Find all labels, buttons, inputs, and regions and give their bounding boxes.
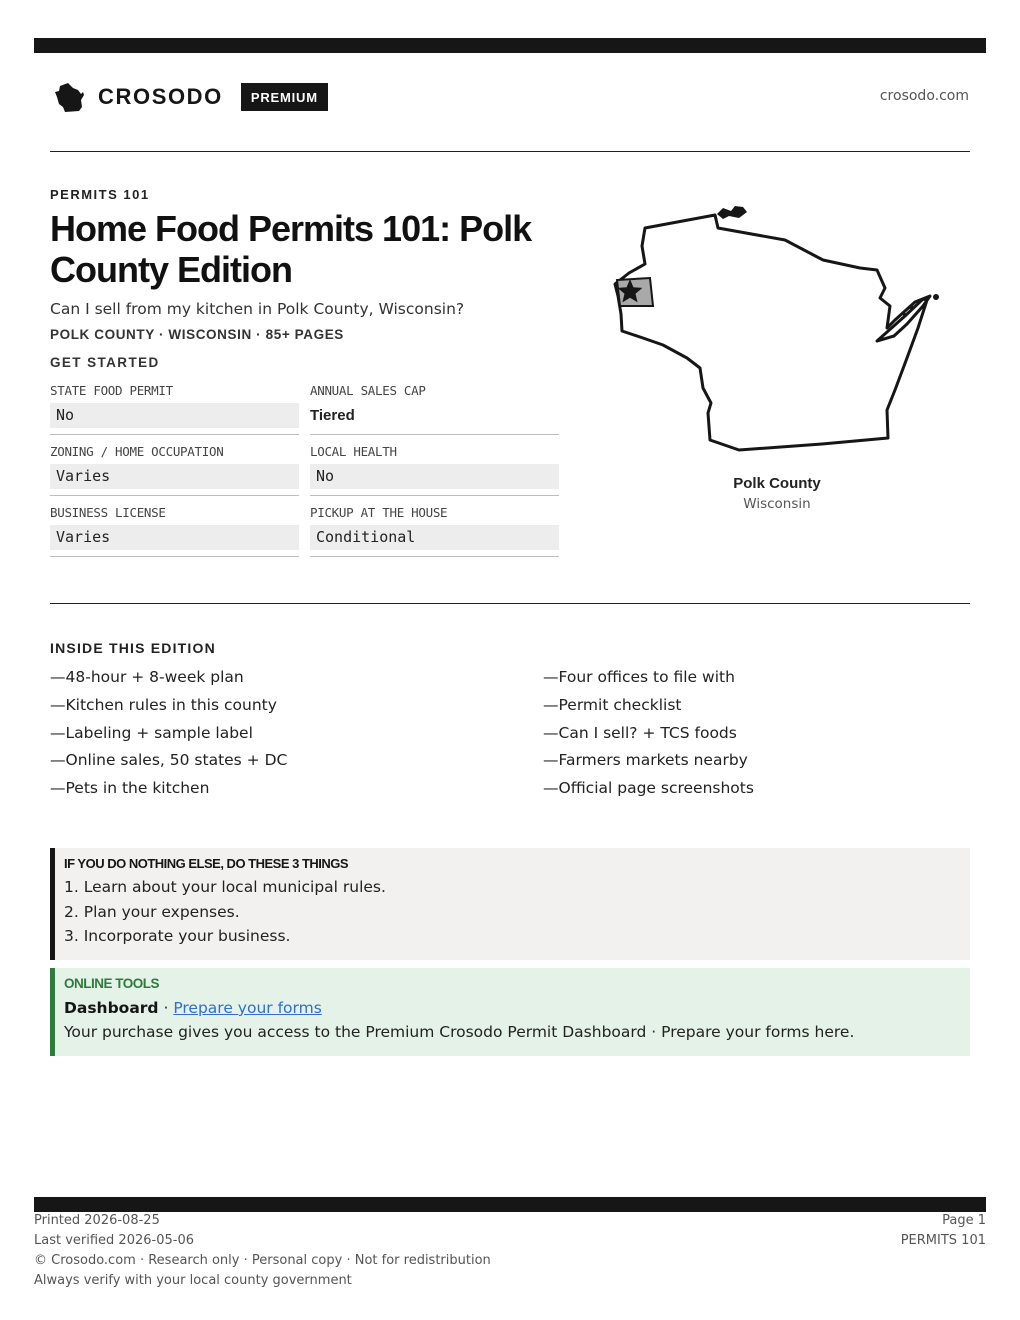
disclaimer: Always verify with your local county government	[34, 1273, 352, 1288]
wisconsin-state-icon	[54, 80, 86, 114]
fact-annual-sales-cap	[310, 383, 559, 435]
list-item: —Online sales, 50 states + DC	[50, 751, 288, 770]
fact-business-license	[50, 505, 299, 557]
list-item: —Can I sell? + TCS foods	[543, 723, 737, 742]
brand-wordmark: CROSODO	[98, 84, 223, 109]
footer-right	[901, 1211, 986, 1251]
list-item: —Farmers markets nearby	[543, 751, 748, 770]
printed-date: Printed 2026-08-25	[34, 1213, 160, 1228]
edition-meta: POLK COUNTY · WISCONSIN · 85+ PAGES	[50, 327, 344, 342]
fact-value: No	[50, 403, 299, 428]
apostle-islands	[717, 206, 747, 219]
fact-value: Conditional	[310, 525, 559, 550]
list-item: —Permit checklist	[543, 695, 682, 714]
inside-edition-heading: INSIDE THIS EDITION	[50, 640, 216, 656]
get-started-heading: GET STARTED	[50, 355, 160, 370]
list-item: —Pets in the kitchen	[50, 779, 210, 798]
fact-local-health	[310, 444, 559, 496]
fact-underline	[310, 556, 559, 557]
permit-facts-grid	[50, 383, 559, 557]
list-item: —48-hour + 8-week plan	[50, 668, 244, 686]
fact-label: PICKUP AT THE HOUSE	[310, 505, 448, 520]
door-island-1	[909, 305, 913, 309]
callout-item: 1. Learn about your local municipal rules.	[64, 878, 386, 896]
callout-heading: IF YOU DO NOTHING ELSE, DO THESE 3 THINGS	[64, 856, 349, 871]
section-divider	[50, 603, 970, 604]
fact-label: BUSINESS LICENSE	[50, 505, 166, 520]
fact-underline	[50, 556, 299, 557]
contents-list-right	[543, 666, 754, 805]
fact-label: LOCAL HEALTH	[310, 444, 397, 459]
list-item: —Kitchen rules in this county	[50, 695, 277, 714]
header-divider	[50, 151, 970, 152]
page-number: Page 1	[942, 1213, 986, 1228]
fact-label: ZONING / HOME OCCUPATION	[50, 444, 224, 459]
bottom-bar	[34, 1197, 986, 1212]
dashboard-description: Your purchase gives you access to the Premium Crosodo Permit Dashboard · Prepare your forms here.	[64, 1023, 855, 1041]
fact-label: STATE FOOD PERMIT	[50, 383, 173, 398]
list-item: —Four offices to file with	[543, 668, 735, 686]
callout-item: 2. Plan your expenses.	[64, 902, 240, 921]
map-state-label: Wisconsin	[743, 496, 811, 512]
copyright: © Crosodo.com · Research only · Personal copy · Not for redistribution	[34, 1253, 491, 1268]
fact-value: Varies	[50, 525, 299, 550]
page-subtitle: Can I sell from my kitchen in Polk County, Wisconsin?	[50, 300, 465, 318]
footer-section: PERMITS 101	[900, 1233, 986, 1248]
footer-left	[34, 1211, 491, 1291]
verified-date: Last verified 2026-05-06	[34, 1233, 194, 1248]
fact-value: Varies	[50, 464, 299, 489]
separator: ·	[158, 999, 174, 1017]
page-title: Home Food Permits 101: Polk County Edition	[50, 208, 532, 290]
fact-underline	[310, 495, 559, 496]
washington-island	[933, 294, 939, 300]
door-island-2	[902, 312, 905, 315]
state-outline	[615, 215, 930, 450]
online-tools-callout	[50, 968, 970, 1056]
three-things-callout	[50, 848, 970, 960]
premium-badge: PREMIUM	[241, 83, 328, 111]
dashboard-label: Dashboard	[64, 999, 159, 1017]
contents-list-left	[50, 666, 287, 805]
fact-pickup-at-house	[310, 505, 559, 557]
fact-label: ANNUAL SALES CAP	[310, 383, 426, 398]
fact-underline	[50, 434, 299, 435]
fact-value: Tiered	[310, 407, 355, 424]
online-tools-heading: ONLINE TOOLS	[64, 976, 160, 991]
top-bar	[34, 38, 986, 53]
fact-state-food-permit	[50, 383, 299, 435]
prepare-forms-link[interactable]: Prepare your forms	[173, 999, 322, 1017]
list-item: —Official page screenshots	[543, 779, 754, 798]
wisconsin-map	[605, 198, 953, 458]
fact-value: No	[310, 464, 559, 489]
map-county-label: Polk County	[733, 475, 821, 492]
callout-item: 3. Incorporate your business.	[64, 927, 291, 945]
site-url[interactable]: crosodo.com	[879, 88, 969, 104]
fact-zoning	[50, 444, 299, 496]
list-item: —Labeling + sample label	[50, 723, 253, 742]
section-kicker: PERMITS 101	[50, 187, 150, 202]
brand[interactable]	[54, 80, 328, 114]
dashboard-line	[64, 999, 970, 1017]
fact-underline	[50, 495, 299, 496]
fact-underline	[310, 434, 559, 435]
